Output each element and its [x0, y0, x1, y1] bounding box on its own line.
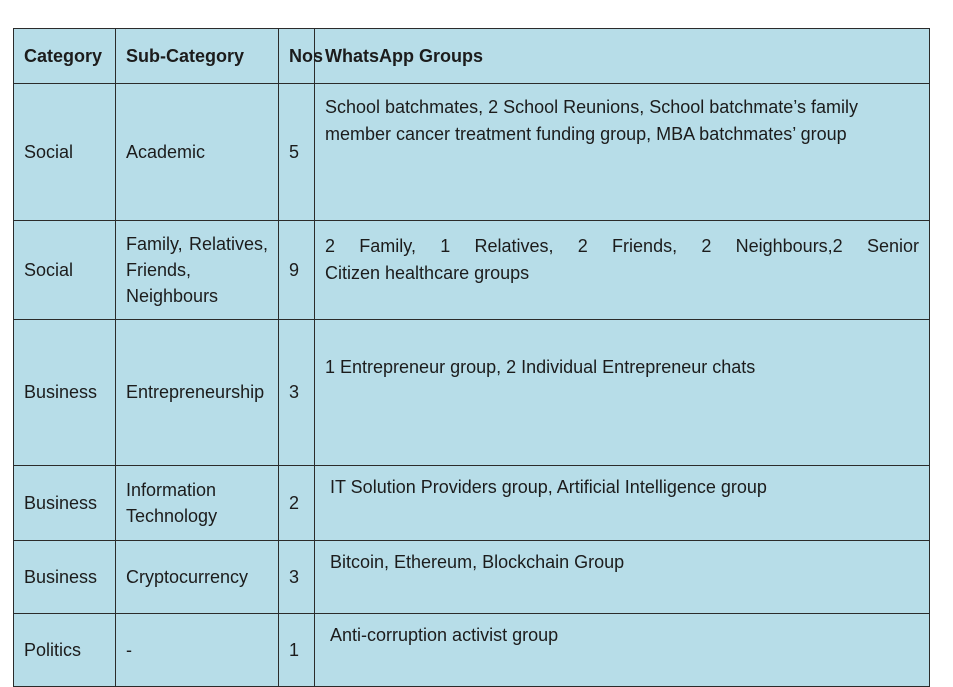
cell-whatsapp-groups-line: Citizen healthcare groups [325, 263, 530, 283]
table-row [14, 84, 930, 221]
cell-nos: 2 [279, 466, 315, 541]
cell-nos: 9 [279, 221, 315, 320]
cell-whatsapp-groups: Bitcoin, Ethereum, Blockchain Group [315, 541, 930, 614]
cell-category: Politics [14, 614, 116, 687]
cell-whatsapp-groups: Anti-corruption activist group [315, 614, 930, 687]
cell-sub-category: Academic [116, 84, 279, 221]
cell-sub-category-line: Family, Relatives, [126, 234, 268, 254]
cell-sub-category-line: Neighbours [126, 286, 219, 306]
cell-category: Social [14, 221, 116, 320]
cell-category: Business [14, 466, 116, 541]
cell-sub-category-line: Technology [126, 506, 218, 526]
cell-whatsapp-groups-line: 2 Family, 1 Relatives, 2 Friends, 2 Neighbours,2 Senior [325, 236, 919, 256]
cell-whatsapp-groups: IT Solution Providers group, Artificial Intelligence group [315, 466, 930, 541]
header-sub-category: Sub-Category [116, 29, 279, 84]
table-header-row [14, 29, 930, 84]
table-row [14, 221, 930, 320]
cell-nos: 5 [279, 84, 315, 221]
cell-sub-category-line: Information [126, 480, 217, 500]
cell-whatsapp-groups [315, 221, 930, 320]
header-nos: Nos [279, 29, 315, 84]
table-row [14, 541, 930, 614]
whatsapp-groups-table [13, 28, 930, 687]
header-whatsapp-groups: WhatsApp Groups [315, 29, 930, 84]
cell-category: Social [14, 84, 116, 221]
cell-nos: 3 [279, 320, 315, 466]
cell-nos: 1 [279, 614, 315, 687]
table-row [14, 320, 930, 466]
cell-sub-category-line: Friends, [126, 260, 192, 280]
header-category: Category [14, 29, 116, 84]
cell-category: Business [14, 541, 116, 614]
cell-sub-category: Cryptocurrency [116, 541, 279, 614]
table-row [14, 466, 930, 541]
cell-sub-category [116, 466, 279, 541]
cell-sub-category: Entrepreneurship [116, 320, 279, 466]
whatsapp-groups-table-container [13, 28, 930, 687]
cell-category: Business [14, 320, 116, 466]
table-row [14, 614, 930, 687]
cell-sub-category: - [116, 614, 279, 687]
cell-whatsapp-groups: School batchmates, 2 School Reunions, School batchmate’s family member cancer treatment funding group, MBA batchmates’ group [315, 84, 930, 221]
cell-sub-category [116, 221, 279, 320]
cell-whatsapp-groups: 1 Entrepreneur group, 2 Individual Entrepreneur chats [315, 320, 930, 466]
cell-nos: 3 [279, 541, 315, 614]
